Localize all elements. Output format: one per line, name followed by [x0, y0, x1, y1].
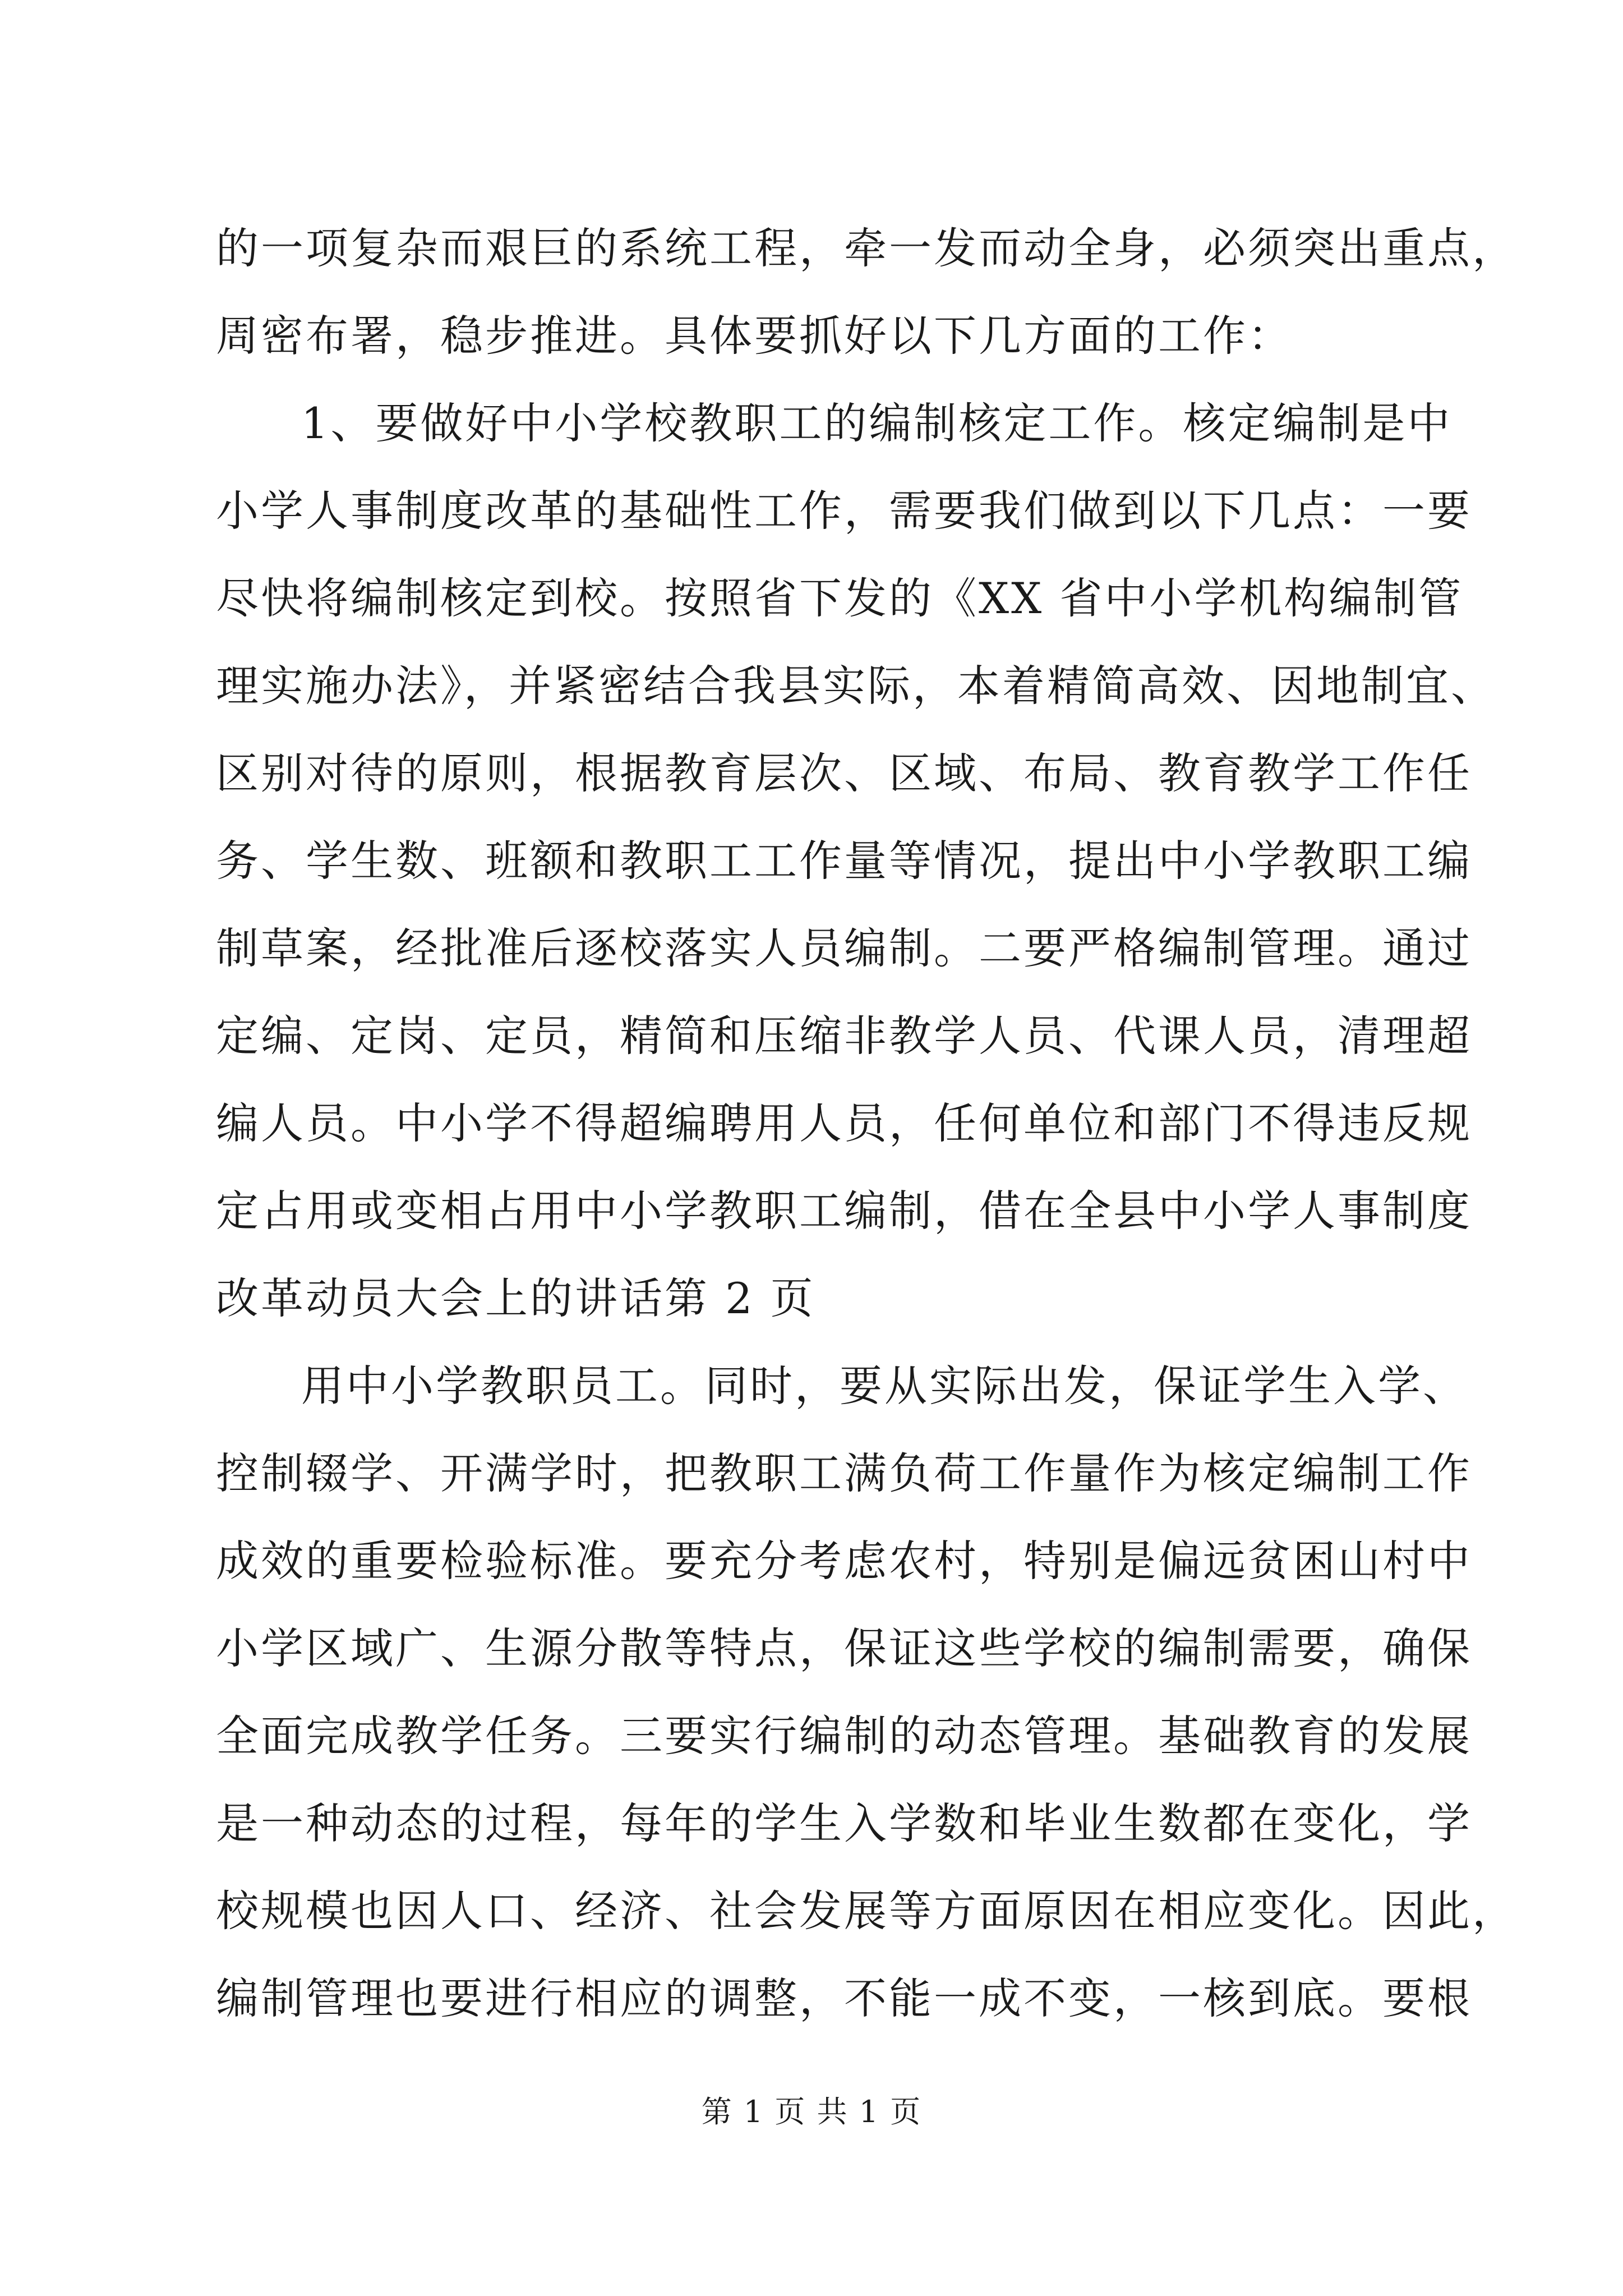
paragraph-line: 务、学生数、班额和教职工工作量等情况，提出中小学教职工编 [216, 836, 1472, 886]
paragraph-line: 全面完成教学任务。三要实行编制的动态管理。基础教育的发展 [216, 1711, 1472, 1761]
paragraph-line: 的一项复杂而艰巨的系统工程，牵一发而动全身，必须突出重点， [216, 223, 1517, 273]
paragraph-line: 成效的重要检验标准。要充分考虑农村，特别是偏远贫困山村中 [216, 1536, 1472, 1586]
paragraph-line: 尽快将编制核定到校。按照省下发的《XX 省中小学机构编制管 [216, 573, 1464, 623]
paragraph-line: 校规模也因人口、经济、社会发展等方面原因在相应变化。因此， [216, 1886, 1517, 1936]
paragraph-line: 是一种动态的过程，每年的学生入学数和毕业生数都在变化，学 [216, 1798, 1472, 1848]
paragraph-line: 改革动员大会上的讲话第 2 页 [216, 1273, 815, 1323]
paragraph-line: 定编、定岗、定员，精简和压缩非教学人员、代课人员，清理超 [216, 1011, 1472, 1061]
paragraph-line: 编人员。中小学不得超编聘用人员，任何单位和部门不得违反规 [216, 1098, 1472, 1148]
page-footer: 第 1 页 共 1 页 [701, 2094, 922, 2129]
paragraph-line: 小学区域广、生源分散等特点，保证这些学校的编制需要，确保 [216, 1623, 1472, 1673]
paragraph-line: 1、要做好中小学校教职工的编制核定工作。核定编制是中 [301, 398, 1453, 448]
paragraph-line: 控制辍学、开满学时，把教职工满负荷工作量作为核定编制工作 [216, 1448, 1472, 1498]
paragraph-line: 周密布署，稳步推进。具体要抓好以下几方面的工作： [216, 311, 1293, 361]
paragraph-line: 定占用或变相占用中小学教职工编制，借在全县中小学人事制度 [216, 1186, 1472, 1236]
paragraph-line: 理实施办法》，并紧密结合我县实际，本着精简高效、因地制宜、 [216, 661, 1496, 711]
paragraph-line: 用中小学教职员工。同时，要从实际出发，保证学生入学、 [301, 1361, 1468, 1411]
paragraph-line: 区别对待的原则，根据教育层次、区域、布局、教育教学工作任 [216, 748, 1472, 798]
paragraph-line: 编制管理也要进行相应的调整，不能一成不变，一核到底。要根 [216, 1973, 1472, 2023]
paragraph-line: 小学人事制度改革的基础性工作，需要我们做到以下几点：一要 [216, 486, 1472, 536]
paragraph-line: 制草案，经批准后逐校落实人员编制。二要严格编制管理。通过 [216, 923, 1472, 973]
